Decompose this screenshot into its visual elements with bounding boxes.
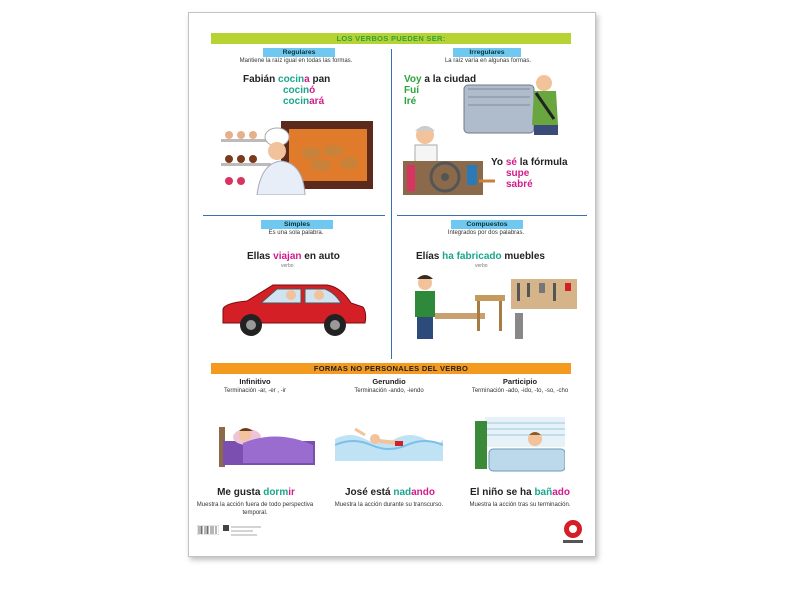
term-infinitivo: Terminación -ar, -er , -ir <box>223 388 286 394</box>
verb-root: cocin <box>278 74 305 85</box>
text-part: pan <box>309 74 331 85</box>
text-part: Me gusta <box>217 487 264 498</box>
text-part: Yo <box>491 157 506 168</box>
vertical-divider <box>391 49 392 359</box>
verb-root: bañ <box>534 487 553 498</box>
sentence-regulares-1 <box>243 74 330 85</box>
text-part: El niño se ha <box>469 487 535 498</box>
verb-form: viajan <box>273 251 302 262</box>
text-part: Ellas <box>247 251 274 262</box>
horizontal-divider-right <box>397 215 587 216</box>
text-part: José está <box>344 487 394 498</box>
desc-simples: Es una sola palabra. <box>268 230 324 236</box>
term-participio: Terminación -ado, -ido, -to, -so, -cho <box>471 388 569 394</box>
poster <box>188 12 596 557</box>
verb-form: sé <box>505 157 517 168</box>
swimming-boy-illustration <box>335 421 443 461</box>
verb-ending: a <box>304 74 310 85</box>
sub-simples: verbo <box>281 263 294 269</box>
text-part: Fabián <box>243 74 279 85</box>
red-car-illustration <box>217 279 369 341</box>
text-part: a la ciudad <box>421 74 477 85</box>
verb-root: dorm <box>263 487 289 498</box>
sentence-regulares-3 <box>283 96 324 107</box>
sub-compuestos: verbo <box>475 263 488 269</box>
verb-ending: ado <box>552 487 571 498</box>
text-part: Elías <box>416 251 443 262</box>
verb-ending: ó <box>309 85 316 96</box>
label-compuestos: Compuestos <box>451 220 523 229</box>
sentence-irregulares-3: Iré <box>404 96 417 107</box>
title-participio: Participio <box>502 377 538 386</box>
sentence-regulares-2 <box>283 85 315 96</box>
label-simples: Simples <box>261 220 333 229</box>
sentence-participio <box>455 487 585 498</box>
desc-irregulares: La raíz varía en algunas formas. <box>444 58 532 64</box>
verb-ending: ando <box>411 487 436 498</box>
verb-form: Voy <box>404 74 422 85</box>
carpenter-illustration <box>401 273 581 343</box>
title-infinitivo: Infinitivo <box>239 377 271 386</box>
term-gerundio: Terminación -ando, -iendo <box>354 388 424 394</box>
sentence-infinitivo <box>191 487 321 498</box>
sentence-irregulares-2: Fuí <box>404 85 419 96</box>
educational-logo-icon <box>561 519 585 545</box>
sentence-irregulares-4 <box>491 157 568 168</box>
verb-form: ha fabricado <box>442 251 502 262</box>
inventor-machine-illustration <box>401 121 496 201</box>
desc-participio: Muestra la acción tras su terminación. <box>469 502 571 508</box>
sentence-compuestos <box>416 251 545 262</box>
bathing-boy-illustration <box>475 417 565 475</box>
verb-root: nad <box>393 487 412 498</box>
sentence-gerundio <box>325 487 455 498</box>
section-header-formas: FORMAS NO PERSONALES DEL VERBO <box>211 363 571 374</box>
verb-root: cocin <box>283 85 310 96</box>
text-part: la fórmula <box>516 157 568 168</box>
barcode-icon <box>197 525 219 535</box>
desc-infinitivo: Muestra la acción fuera de todo perspectiva temporal. <box>196 502 314 516</box>
sentence-irregulares-6: sabré <box>506 179 533 190</box>
sentence-simples <box>247 251 340 262</box>
verb-ending: ará <box>309 96 325 107</box>
label-regulares: Regulares <box>263 48 335 57</box>
section-header-verbos: LOS VERBOS PUEDEN SER: <box>211 33 571 44</box>
verb-root: cocin <box>283 96 310 107</box>
sentence-irregulares-5: supe <box>506 168 530 179</box>
text-part: en auto <box>301 251 340 262</box>
desc-gerundio: Muestra la acción durante su transcurso. <box>334 502 444 508</box>
desc-regulares: Mantiene la raíz igual en todas las formas. <box>239 58 353 64</box>
sleeping-girl-illustration <box>217 407 317 469</box>
text-part: muebles <box>501 251 545 262</box>
baker-illustration <box>221 113 376 195</box>
desc-compuestos: Integrados por dos palabras. <box>447 230 525 236</box>
label-irregulares: Irregulares <box>453 48 521 57</box>
publisher-logo-icon <box>223 525 263 537</box>
horizontal-divider-left <box>203 215 385 216</box>
verb-ending: ir <box>288 487 295 498</box>
title-gerundio: Gerundio <box>372 377 406 386</box>
